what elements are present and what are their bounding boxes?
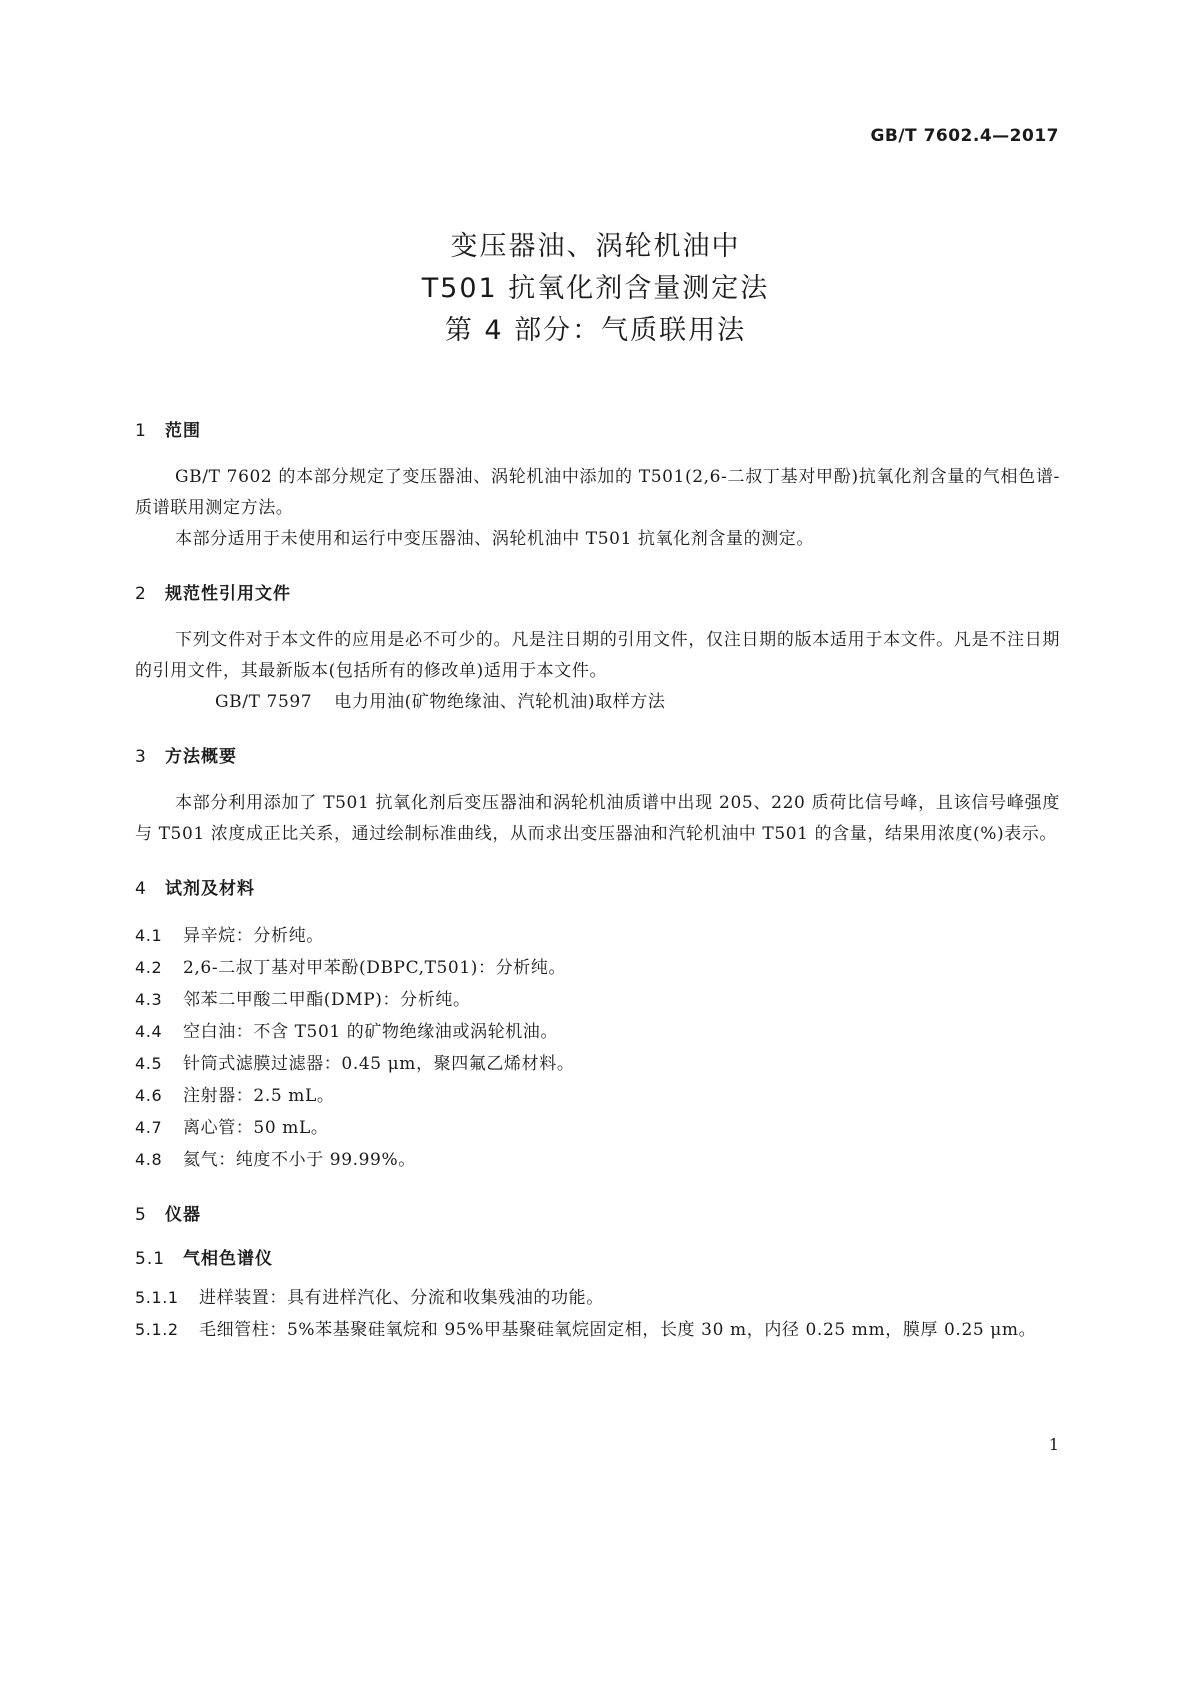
reference-code: GB/T 7597 [215,692,313,712]
paragraph: 本部分适用于未使用和运行中变压器油、涡轮机油中 T501 抗氧化剂含量的测定。 [175,529,814,549]
section-heading-normative-references [135,581,1060,607]
subsection-heading-gas-chromatograph [135,1246,1060,1272]
section-heading-method-summary [135,744,1060,770]
section-heading-reagents [135,876,1060,902]
document-body [135,418,1060,1346]
title-line-1: 变压器油、涡轮机油中 [450,231,741,262]
section-number: 1 [135,421,147,441]
list-item: 5.1.1 进样装置：具有进样汽化、分流和收集残油的功能。 [135,1288,604,1308]
list-item: 4.6 注射器：2.5 mL。 [135,1086,335,1106]
section-number: 4 [135,879,147,899]
section-heading-scope [135,418,1060,444]
section-title: 规范性引用文件 [165,584,291,604]
list-item: 4.7 离心管：50 mL。 [135,1118,329,1138]
title-line-3: 第 4 部分：气质联用法 [444,315,747,346]
list-item: 5.1.2 毛细管柱：5%苯基聚硅氧烷和 95%甲基聚硅氧烷固定相，长度 30 m，内径 0.25 mm，膜厚 0.25 μm。 [135,1320,1037,1340]
section-title: 范围 [165,421,201,441]
section-number: 2 [135,584,147,604]
reference-title: 电力用油(矿物绝缘油、汽轮机油)取样方法 [334,692,666,712]
subsection-title: 气相色谱仪 [183,1249,273,1269]
page-number: 1 [1048,1435,1059,1454]
subsection-number: 5.1 [135,1249,166,1269]
section-number: 5 [135,1205,147,1225]
title-line-2: T501 抗氧化剂含量测定法 [421,273,770,304]
paragraph: 下列文件对于本文件的应用是必不可少的。凡是注日期的引用文件，仅注日期的版本适用于本文件。凡是不注日期的引用文件，其最新版本(包括所有的修改单)适用于本文件。 [135,630,1060,681]
document-title [0,226,1191,352]
list-item: 4.5 针筒式滤膜过滤器：0.45 μm，聚四氟乙烯材料。 [135,1054,575,1074]
standard-code: GB/T 7602.4—2017 [870,126,1059,146]
list-item: 4.3 邻苯二甲酸二甲酯(DMP)：分析纯。 [135,990,471,1010]
paragraph: GB/T 7602 的本部分规定了变压器油、涡轮机油中添加的 T501(2,6-二叔丁基对甲酚)抗氧化剂含量的气相色谱-质谱联用测定方法。 [135,467,1060,518]
section-title: 方法概要 [165,747,237,767]
list-item: 4.8 氦气：纯度不小于 99.99%。 [135,1150,416,1170]
list-item: 4.1 异辛烷：分析纯。 [135,926,324,946]
list-item: 4.4 空白油：不含 T501 的矿物绝缘油或涡轮机油。 [135,1022,558,1042]
section-title: 仪器 [165,1205,201,1225]
list-item: 4.2 2,6-二叔丁基对甲苯酚(DBPC,T501)：分析纯。 [135,958,566,978]
section-heading-apparatus [135,1202,1060,1228]
paragraph: 本部分利用添加了 T501 抗氧化剂后变压器油和涡轮机油质谱中出现 205、220 质荷比信号峰，且该信号峰强度与 T501 浓度成正比关系，通过绘制标准曲线，从而求出变压器油和汽轮机油中 T501 的含量，结果用浓度(%)表示。 [135,793,1060,844]
section-number: 3 [135,747,147,767]
section-title: 试剂及材料 [165,879,255,899]
reference-entry [135,687,1060,718]
